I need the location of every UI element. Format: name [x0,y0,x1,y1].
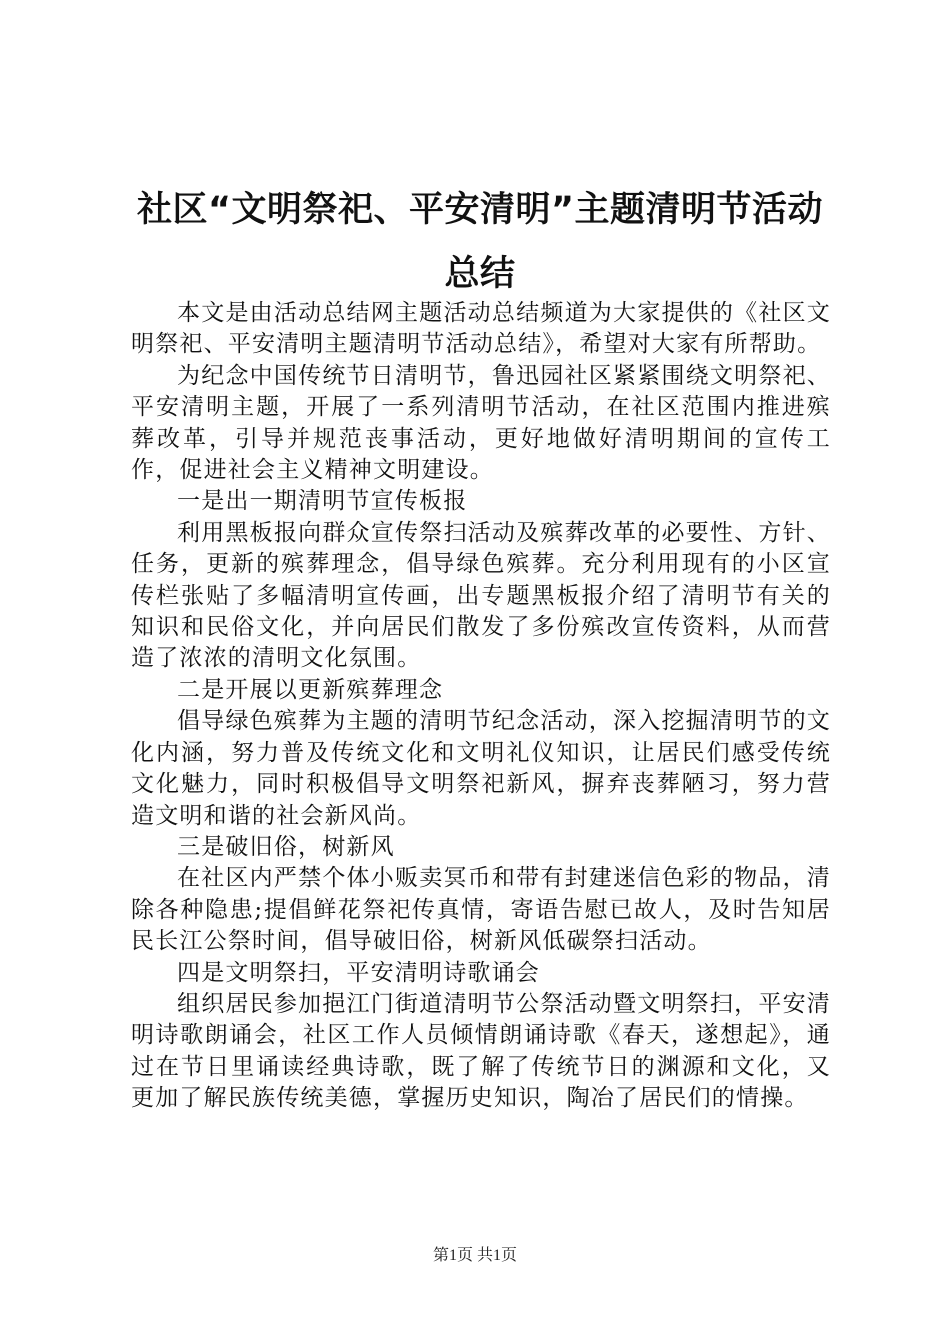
intro-paragraph: 本文是由活动总结网主题活动总结频道为大家提供的《社区文明祭祀、平安清明主题清明节活动总结》，希望对大家有所帮助。 [131,300,831,358]
section-heading-1: 一是出一期清明节宣传板报 [177,488,468,515]
background-paragraph: 为纪念中国传统节日清明节，鲁迅园社区紧紧围绕文明祭祀、平安清明主题，开展了一系列清明节活动，在社区范围内推进殡葬改革，引导并规范丧事活动，更好地做好清明期间的宣传工作，促进社会主义精神文明建设。 [131,362,831,484]
section-heading-3: 三是破旧俗，树新风 [177,833,395,860]
section-paragraph-4: 组织居民参加挹江门街道清明节公祭活动暨文明祭扫，平安清明诗歌朗诵会，社区工作人员倾情朗诵诗歌《春天，遂想起》，通过在节日里诵读经典诗歌，既了解了传统节日的渊源和文化，又更加了解民族传统美德，掌握历史知识，陶冶了居民们的情操。 [131,990,831,1112]
section-paragraph-1: 利用黑板报向群众宣传祭扫活动及殡葬改革的必要性、方针、任务，更新的殡葬理念，倡导绿色殡葬。充分利用现有的小区宣传栏张贴了多幅清明宣传画，出专题黑板报介绍了清明节有关的知识和民俗文化，并向居民们散发了多份殡改宣传资料，从而营造了浓浓的清明文化氛围。 [131,519,831,672]
section-paragraph-2: 倡导绿色殡葬为主题的清明节纪念活动，深入挖掘清明节的文化内涵，努力普及传统文化和文明礼仪知识，让居民们感受传统文化魅力，同时积极倡导文明祭祀新风，摒弃丧葬陋习，努力营造文明和谐的社会新风尚。 [131,708,831,829]
section-heading-2: 二是开展以更新殡葬理念 [177,676,444,703]
document-title [120,178,840,306]
page-footer: 第1页 共1页 [432,1247,517,1264]
title-line-2: 总结 [444,254,516,294]
document-body [131,298,831,1115]
section-paragraph-3: 在社区内严禁个体小贩卖冥币和带有封建迷信色彩的物品，清除各种隐患;提倡鲜花祭祀传真情，寄语告慰已故人，及时告知居民长江公祭时间，倡导破旧俗，树新风低碳祭扫活动。 [131,865,831,955]
section-heading-4: 四是文明祭扫，平安清明诗歌诵会 [177,959,540,986]
title-line-1: 社区“文明祭祀、平安清明”主题清明节活动 [136,190,823,230]
